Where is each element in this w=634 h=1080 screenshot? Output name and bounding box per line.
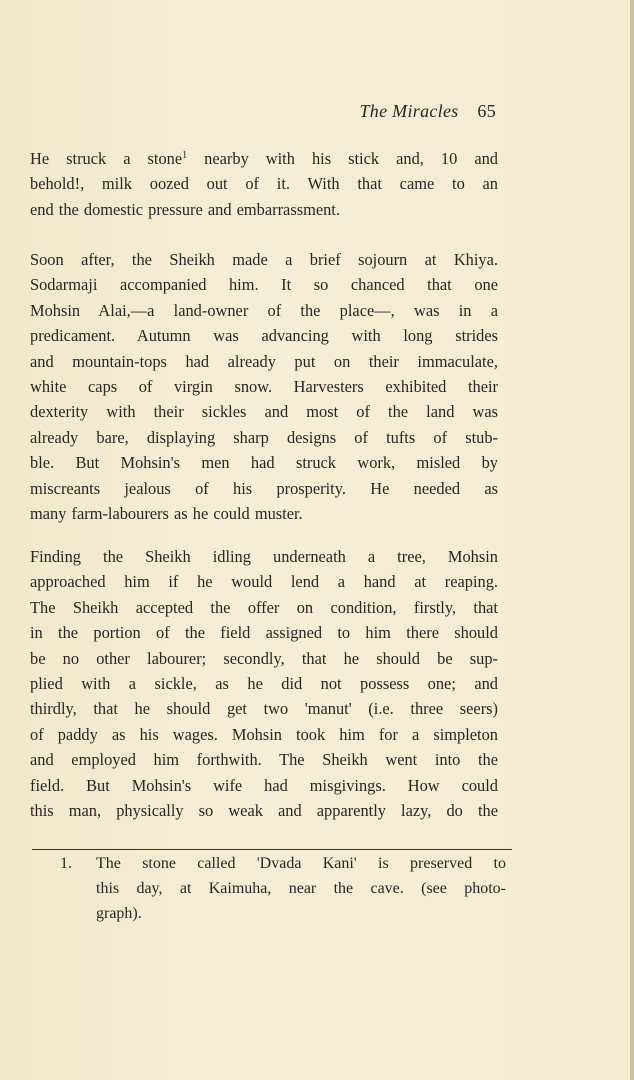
text-line: in the portion of the field assigned to him there should bbox=[30, 623, 498, 643]
running-header bbox=[359, 101, 496, 122]
text-line: this man, physically so weak and apparently lazy, do the bbox=[30, 801, 498, 821]
paragraph-3 bbox=[30, 544, 498, 823]
text-line: many farm-labourers as he could muster. bbox=[30, 504, 303, 524]
text-line: ble. But Mohsin's men had struck work, misled by bbox=[30, 453, 498, 473]
text-line: be no other labourer; secondly, that he should be sup- bbox=[30, 648, 498, 668]
page-edge bbox=[630, 0, 634, 1080]
text-line: plied with a sickle, as he did not possess one; and bbox=[30, 674, 498, 694]
footnote-line: The stone called 'Dvada Kani' is preserved to bbox=[96, 855, 506, 872]
text-line: He struck a stone$^1$ nearby with his stick and, 10 and bbox=[30, 149, 498, 168]
text-line: of paddy as his wages. Mohsin took him for a simpleton bbox=[30, 724, 498, 744]
text-line: Soon after, the Sheikh made a brief sojourn at Khiya. bbox=[30, 250, 498, 269]
text-line: field. But Mohsin's wife had misgivings. How could bbox=[30, 775, 498, 795]
text-line: dexterity with their sickles and most of the land was bbox=[30, 402, 498, 422]
text-line: end the domestic pressure and embarrassment. bbox=[30, 199, 340, 219]
text-line: white caps of virgin snow. Harvesters exhibited their bbox=[30, 377, 498, 397]
text-line: Sodarmaji accompanied him. It so chanced that one bbox=[30, 275, 498, 295]
text-line: miscreants jealous of his prosperity. He needed as bbox=[30, 478, 498, 498]
footnote-marker: 1 bbox=[182, 150, 188, 161]
footnote-body bbox=[96, 851, 506, 926]
footnote bbox=[60, 851, 506, 926]
footnote-line: this day, at Kaimuha, near the cave. (see photo- bbox=[96, 880, 506, 897]
text-line: Finding the Sheikh idling underneath a tree, Mohsin bbox=[30, 547, 498, 566]
text-line: and employed him forthwith. The Sheikh went into the bbox=[30, 750, 498, 770]
chapter-title: The Miracles bbox=[359, 101, 459, 121]
page-number: 65 bbox=[477, 101, 496, 121]
text-line: approached him if he would lend a hand at reaping. bbox=[30, 572, 498, 592]
text-line: The Sheikh accepted the offer on condition, firstly, that bbox=[30, 597, 498, 617]
footnote-rule bbox=[32, 849, 512, 850]
text-line: already bare, displaying sharp designs of tufts of stub- bbox=[30, 427, 498, 447]
paragraph-1 bbox=[30, 146, 498, 222]
text-line: thirdly, that he should get two 'manut' (i.e. three seers) bbox=[30, 699, 498, 719]
text-line: behold!, milk oozed out of it. With that came to an bbox=[30, 174, 498, 194]
text-line: predicament. Autumn was advancing with long strides bbox=[30, 326, 498, 346]
footnote-number: 1. bbox=[60, 855, 72, 872]
footnote-line: graph). bbox=[96, 905, 142, 922]
text-line: Mohsin Alai,—a land-owner of the place—, was in a bbox=[30, 300, 498, 320]
paragraph-2 bbox=[30, 247, 498, 526]
text-line: and mountain-tops had already put on their immaculate, bbox=[30, 351, 498, 371]
